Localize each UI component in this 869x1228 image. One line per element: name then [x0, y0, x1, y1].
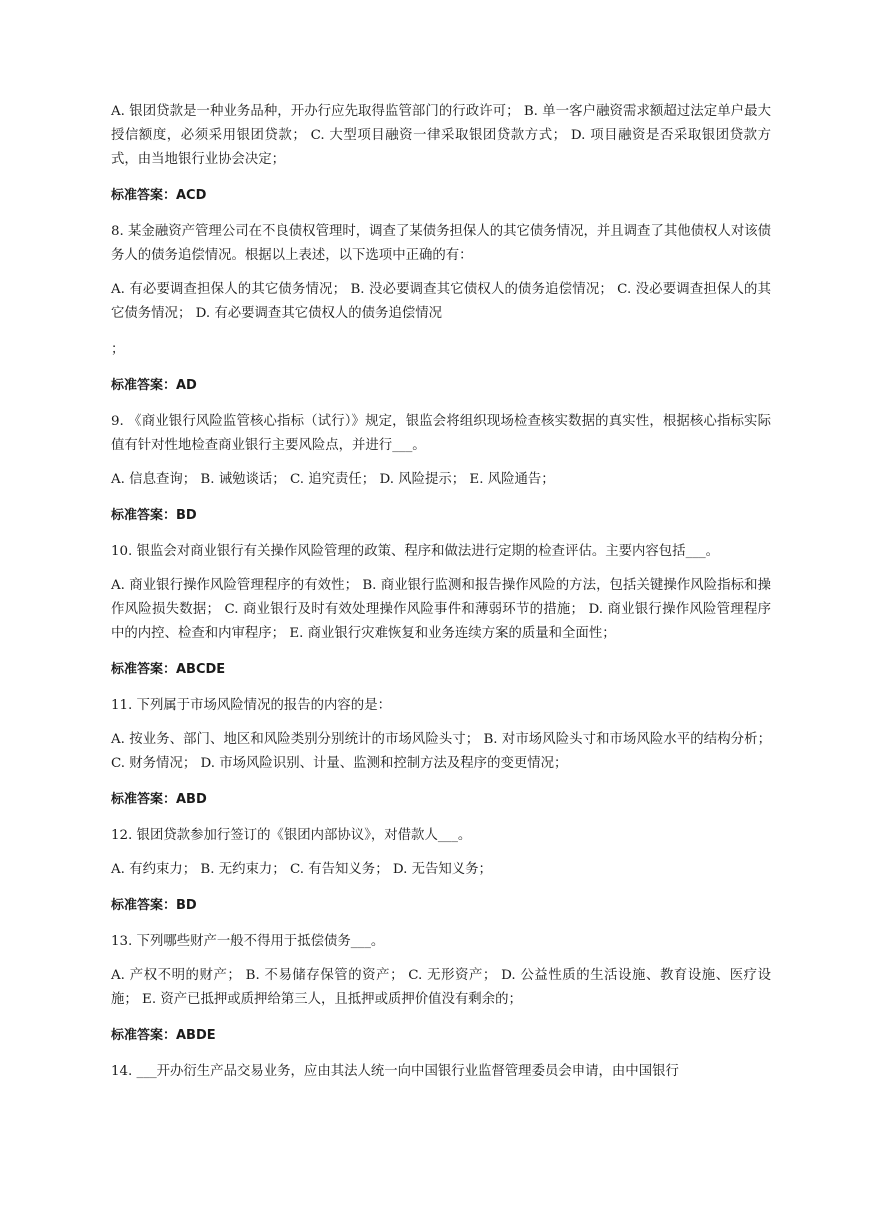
question-line: 8. 某金融资产管理公司在不良债权管理时，调查了某债务担保人的其它债务情况，并且调查了其他债权人对该债务人的债务追偿情况。根据以上表述，以下选项中正确的有：	[111, 224, 771, 263]
standard-answer: 标准答案：ABDE	[111, 1028, 216, 1043]
option-line: A. 有必要调查担保人的其它债务情况； B. 没必要调查其它债权人的债务追偿情况； C. 没必要调查担保人的其它债务情况； D. 有必要调查其它债权人的债务追偿情况	[111, 282, 771, 321]
option-line: A. 有约束力； B. 无约束力； C. 有告知义务； D. 无告知义务；	[111, 862, 492, 877]
standard-answer: 标准答案：ABD	[111, 792, 207, 807]
option-line: A. 银团贷款是一种业务品种，开办行应先取得监管部门的行政许可； B. 单一客户融资需求额超过法定单户最大授信额度，必须采用银团贷款； C. 大型项目融资一律采取银团贷款方式； D. 项目融资是否采取银团贷款方式，由当地银行业协会决定；	[111, 104, 771, 167]
standard-answer: 标准答案：ABCDE	[111, 662, 226, 677]
question-line: 13. 下列哪些财产一般不得用于抵偿债务___。	[111, 934, 385, 949]
question-line: 12. 银团贷款参加行签订的《银团内部协议》，对借款人___。	[111, 828, 472, 843]
standard-answer: 标准答案：BD	[111, 508, 197, 523]
option-line: A. 信息查询； B. 诫勉谈话； C. 追究责任； D. 风险提示； E. 风险通告；	[111, 472, 555, 487]
document-page	[111, 100, 771, 1084]
question-line: 9. 《商业银行风险监管核心指标（试行）》规定，银监会将组织现场检查核实数据的真实性，根据核心指标实际值有针对性地检查商业银行主要风险点，并进行___。	[111, 414, 771, 453]
standard-answer: 标准答案：ACD	[111, 188, 207, 203]
option-line: A. 按业务、部门、地区和风险类别分别统计的市场风险头寸； B. 对市场风险头寸和市场风险水平的结构分析； C. 财务情况； D. 市场风险识别、计量、监测和控制方法及程序的变更情况；	[111, 732, 771, 771]
standard-answer: 标准答案：BD	[111, 898, 197, 913]
standard-answer: 标准答案：AD	[111, 378, 197, 393]
question-line: 11. 下列属于市场风险情况的报告的内容的是：	[111, 698, 391, 713]
option-line: A. 商业银行操作风险管理程序的有效性； B. 商业银行监测和报告操作风险的方法，包括关键操作风险指标和操作风险损失数据； C. 商业银行及时有效处理操作风险事件和薄弱环节的措施； D. 商业银行操作风险管理程序中的内控、检查和内审程序； E. 商业银行灾难恢复和业务连续方案的质量和全面性；	[111, 578, 771, 641]
question-line: 14. ___开办衍生产品交易业务，应由其法人统一向中国银行业监督管理委员会申请，由中国银行	[111, 1064, 679, 1079]
option-line: ；	[111, 342, 125, 357]
question-line: 10. 银监会对商业银行有关操作风险管理的政策、程序和做法进行定期的检查评估。主要内容包括___。	[111, 544, 720, 559]
option-line: A. 产权不明的财产； B. 不易储存保管的资产； C. 无形资产； D. 公益性质的生活设施、教育设施、医疗设施； E. 资产已抵押或质押给第三人，且抵押或质押价值没有剩余的；	[111, 968, 771, 1007]
